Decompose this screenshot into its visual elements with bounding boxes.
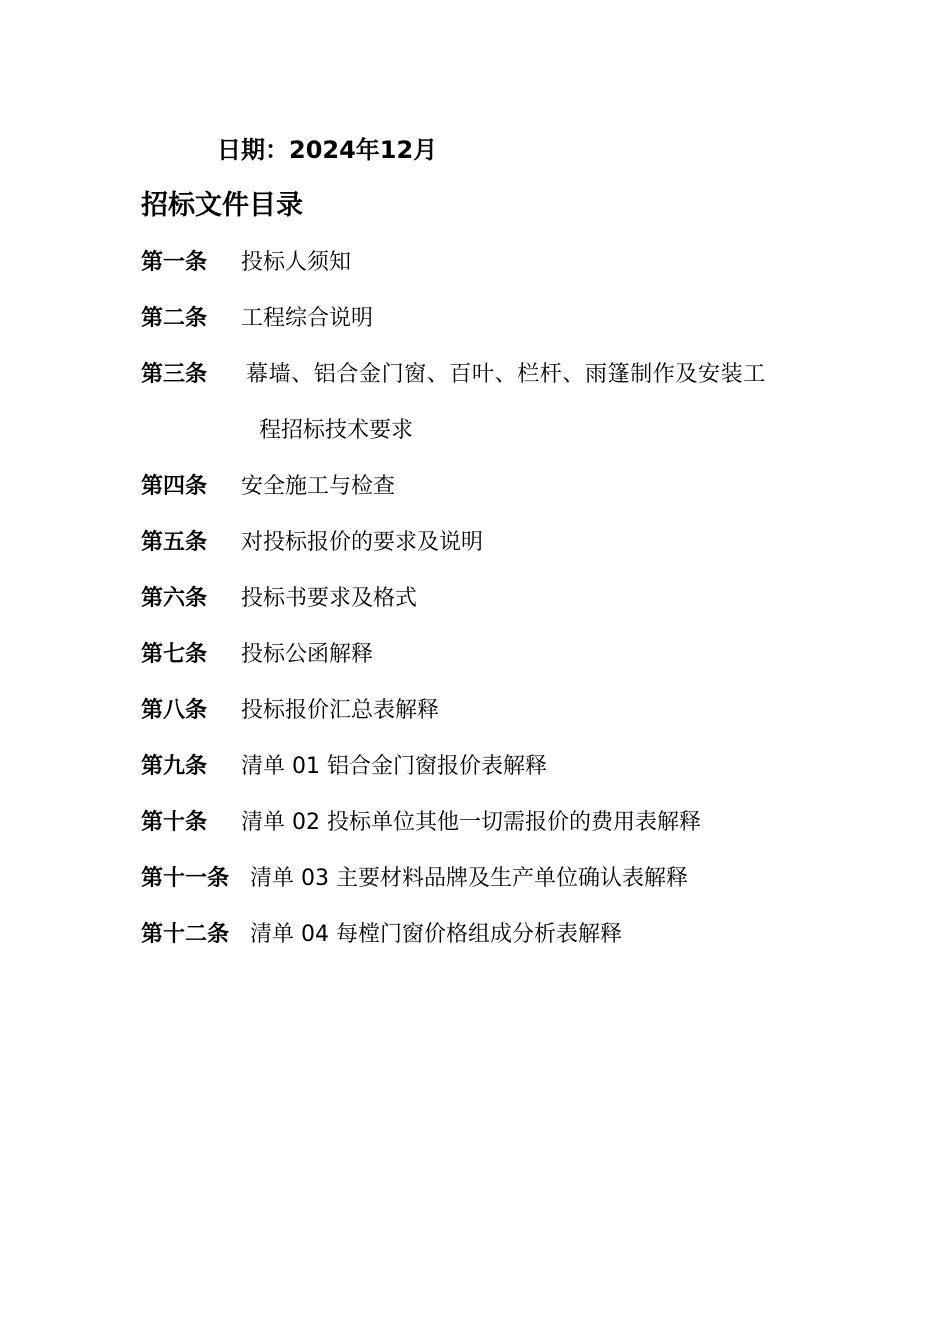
toc-item-text: 对投标报价的要求及说明 <box>241 530 484 555</box>
toc-item <box>141 247 841 303</box>
toc-item <box>141 751 841 807</box>
toc-item <box>141 527 841 583</box>
toc-item-text: 投标书要求及格式 <box>241 586 418 611</box>
toc-item-text: 工程综合说明 <box>241 306 374 331</box>
toc-item <box>141 919 841 975</box>
toc-item-number: 第六条 <box>141 586 208 611</box>
toc-item <box>141 359 841 471</box>
toc-item <box>141 303 841 359</box>
toc-item-number: 第九条 <box>141 754 208 779</box>
toc-item-text: 投标人须知 <box>241 250 352 275</box>
toc-item-text: 安全施工与检查 <box>241 474 396 499</box>
toc-item-text: 投标报价汇总表解释 <box>241 698 440 723</box>
toc-item-number: 第五条 <box>141 530 208 555</box>
toc-item-number: 第十一条 <box>141 866 230 891</box>
toc-item-text: 清单 03 主要材料品牌及生产单位确认表解释 <box>250 866 688 891</box>
toc-item <box>141 863 841 919</box>
toc-item-number: 第七条 <box>141 642 208 667</box>
toc-item <box>141 583 841 639</box>
toc-item-number: 第十二条 <box>141 922 230 947</box>
toc-item-number: 第十条 <box>141 810 208 835</box>
toc-item-number: 第八条 <box>141 698 208 723</box>
toc-item-number: 第一条 <box>141 250 208 275</box>
document-date: 日期：2024年12月 <box>217 136 438 164</box>
toc-item-number: 第四条 <box>141 474 208 499</box>
toc-item <box>141 639 841 695</box>
toc-item <box>141 695 841 751</box>
toc-item-text-continuation: 程招标技术要求 <box>259 418 414 443</box>
toc-item <box>141 471 841 527</box>
toc-item-number: 第三条 <box>141 362 208 387</box>
toc-item-number: 第二条 <box>141 306 208 331</box>
toc-item <box>141 807 841 863</box>
toc-title: 招标文件目录 <box>141 190 303 221</box>
toc-item-text: 幕墙、铝合金门窗、百叶、栏杆、雨篷制作及安装工 <box>246 362 766 387</box>
toc-list <box>141 247 841 975</box>
toc-item-text: 清单 04 每樘门窗价格组成分析表解释 <box>250 922 622 947</box>
toc-item-text: 清单 02 投标单位其他一切需报价的费用表解释 <box>241 810 701 835</box>
toc-item-text: 清单 01 铝合金门窗报价表解释 <box>241 754 547 779</box>
toc-item-text: 投标公函解释 <box>241 642 374 667</box>
